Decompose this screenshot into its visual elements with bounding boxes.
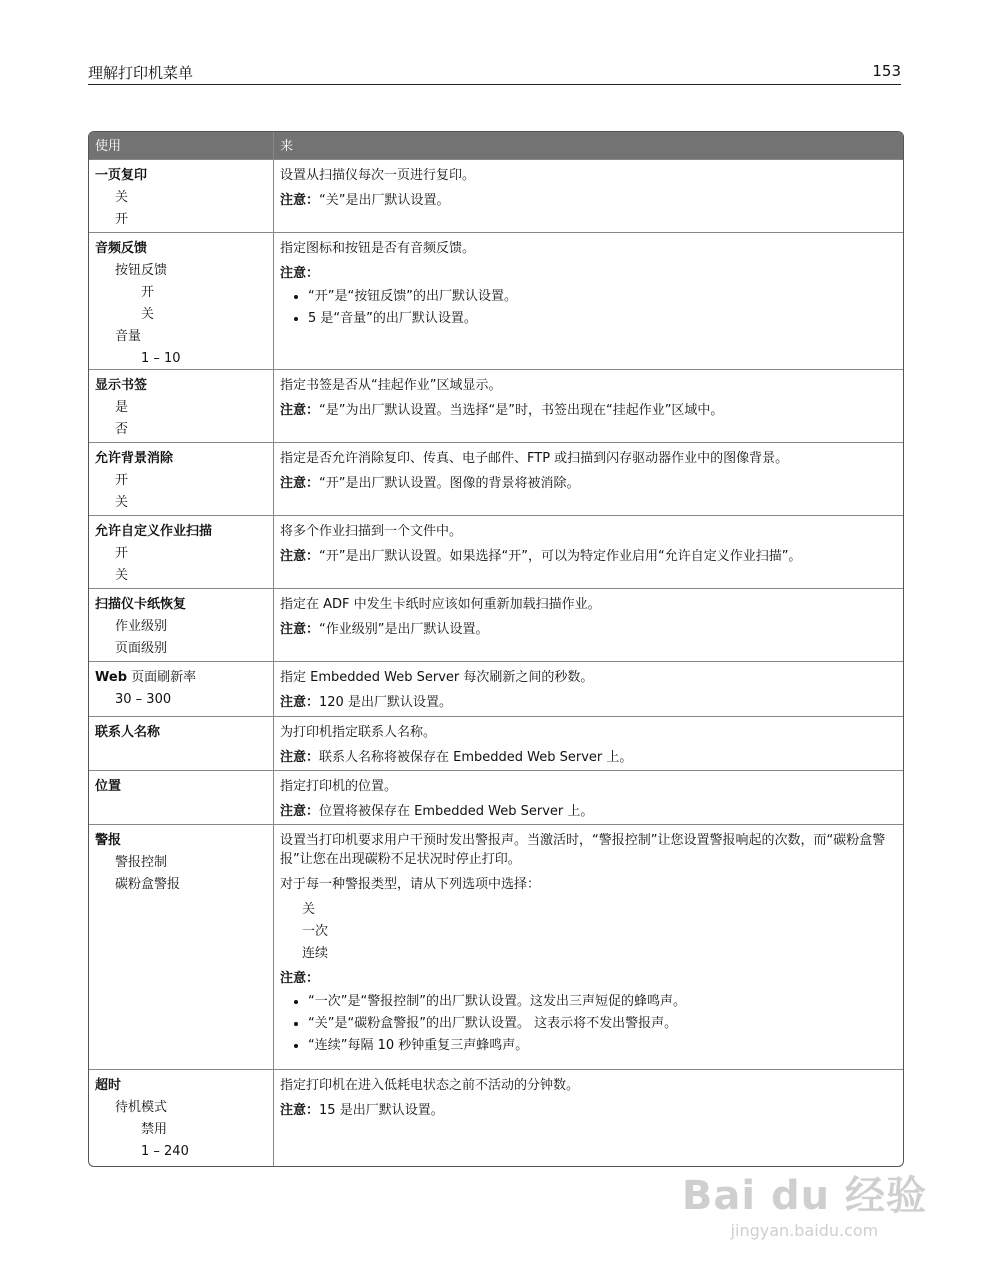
option: 警报控制: [115, 855, 168, 870]
menu-name: 位置: [95, 779, 122, 794]
note-label: 注意：: [280, 266, 320, 281]
note-text: 15 是出厂默认设置。: [319, 1103, 444, 1118]
description: 指定图标和按钮是否有音频反馈。: [280, 241, 476, 256]
menu-name: 扫描仪卡纸恢复: [95, 597, 187, 612]
header-rule: [88, 84, 901, 85]
sub-menu: 音量: [115, 329, 142, 344]
menu-name: 允许自定义作业扫描: [95, 524, 213, 539]
note-label: 注意：: [280, 1103, 320, 1118]
menu-name: 联系人名称: [95, 725, 161, 740]
option: 关: [115, 568, 129, 583]
note-label: 注意：: [280, 403, 320, 418]
option: 禁用: [141, 1122, 168, 1137]
choice: 一次: [302, 924, 329, 939]
menu-name-web: Web: [95, 670, 127, 685]
menu-name: 允许背景消除: [95, 451, 174, 466]
option: 开: [115, 546, 129, 561]
option: 作业级别: [115, 619, 168, 634]
option: 30 – 300: [115, 692, 172, 707]
note-list: [280, 992, 897, 1055]
option: 碳粉盒警报: [115, 877, 181, 892]
list-item: • 5 是“音量”的出厂默认设置。: [308, 309, 897, 328]
watermark-url: jingyan.baidu.com: [730, 1221, 879, 1240]
note-label: 注意：: [280, 750, 320, 765]
option: 页面级别: [115, 641, 168, 656]
note-label: 注意：: [280, 476, 320, 491]
table-row: [89, 515, 903, 588]
baidu-logo: Bai du 经验: [681, 1173, 927, 1219]
option: 否: [115, 422, 129, 437]
option: 关: [115, 495, 129, 510]
description: 指定书签是否从“挂起作业”区域显示。: [280, 378, 502, 393]
description: 指定打印机的位置。: [280, 779, 398, 794]
table-row: [89, 159, 903, 232]
menu-name: 一页复印: [95, 168, 148, 183]
table-row: [89, 442, 903, 515]
note-label: 注意：: [280, 193, 320, 208]
table-row: [89, 232, 903, 369]
description: 设置从扫描仪每次一页进行复印。: [280, 168, 476, 183]
list-item: • “一次”是“警报控制”的出厂默认设置。这发出三声短促的蜂鸣声。: [308, 992, 897, 1011]
description-2: 对于每一种警报类型，请从下列选项中选择：: [280, 877, 541, 892]
description: 为打印机指定联系人名称。: [280, 725, 437, 740]
table-header: [89, 132, 903, 159]
menu-table: [88, 131, 904, 1167]
description: 指定打印机在进入低耗电状态之前不活动的分钟数。: [280, 1078, 580, 1093]
col-header-purpose: 来: [280, 139, 294, 154]
table-row: [89, 1069, 903, 1166]
note-label: 注意：: [280, 971, 320, 986]
description: 设置当打印机要求用户干预时发出警报声。当激活时，“警报控制”让您设置警报响起的次数，而“碳粉盒警报”让您在出现碳粉不足状况时停止打印。: [280, 833, 886, 867]
option: 开: [141, 285, 155, 300]
choice: 关: [302, 902, 316, 917]
note-text: 位置将被保存在 Embedded Web Server 上。: [319, 804, 594, 819]
sub-menu: 按钮反馈: [115, 263, 168, 278]
list-item: • “连续”每隔 10 秒钟重复三声蜂鸣声。: [308, 1036, 897, 1055]
watermark: [682, 1164, 927, 1240]
option: 开: [115, 473, 129, 488]
note-text: “是”为出厂默认设置。当选择“是”时，书签出现在“挂起作业”区域中。: [319, 403, 724, 418]
menu-name: [95, 668, 267, 687]
table-row: [89, 770, 903, 824]
menu-name: 音频反馈: [95, 241, 148, 256]
option: 是: [115, 400, 129, 415]
page-number: 153: [872, 62, 901, 80]
option: 开: [115, 212, 129, 227]
note-text: 120 是出厂默认设置。: [319, 695, 452, 710]
note-list: [280, 287, 897, 328]
col-header-use: 使用: [89, 132, 274, 159]
note-text: 联系人名称将被保存在 Embedded Web Server 上。: [319, 750, 633, 765]
menu-name: 警报: [95, 833, 122, 848]
choice: 连续: [302, 946, 329, 961]
option: 1 – 240: [141, 1144, 189, 1159]
note-text: “开”是出厂默认设置。如果选择“开”，可以为特定作业启用“允许自定义作业扫描”。: [319, 549, 802, 564]
table-row: [89, 716, 903, 770]
list-item: • “开”是“按钮反馈”的出厂默认设置。: [308, 287, 897, 306]
option: 关: [115, 190, 129, 205]
note-text: “开”是出厂默认设置。图像的背景将被消除。: [319, 476, 580, 491]
description: 将多个作业扫描到一个文件中。: [280, 524, 463, 539]
menu-name: 超时: [95, 1078, 122, 1093]
list-item: • “关”是“碳粉盒警报”的出厂默认设置。 这表示将不发出警报声。: [308, 1014, 897, 1033]
note-text: “关”是出厂默认设置。: [319, 193, 450, 208]
description: 指定 Embedded Web Server 每次刷新之间的秒数。: [280, 670, 594, 685]
note-label: 注意：: [280, 695, 320, 710]
table-row: [89, 369, 903, 442]
option: 1 – 10: [141, 351, 181, 366]
menu-name-rest: 页面刷新率: [127, 670, 197, 685]
option: 关: [141, 307, 155, 322]
table-row: [89, 824, 903, 1069]
note-label: 注意：: [280, 549, 320, 564]
header-title: 理解打印机菜单: [88, 64, 194, 82]
note-text: “作业级别”是出厂默认设置。: [319, 622, 489, 637]
note-label: 注意：: [280, 804, 320, 819]
description: 指定是否允许消除复印、传真、电子邮件、FTP 或扫描到闪存驱动器作业中的图像背景。: [280, 451, 789, 466]
table-row: [89, 588, 903, 661]
menu-name: 显示书签: [95, 378, 148, 393]
description: 指定在 ADF 中发生卡纸时应该如何重新加载扫描作业。: [280, 597, 601, 612]
table-row: [89, 661, 903, 716]
sub-menu: 待机模式: [115, 1100, 168, 1115]
note-label: 注意：: [280, 622, 320, 637]
